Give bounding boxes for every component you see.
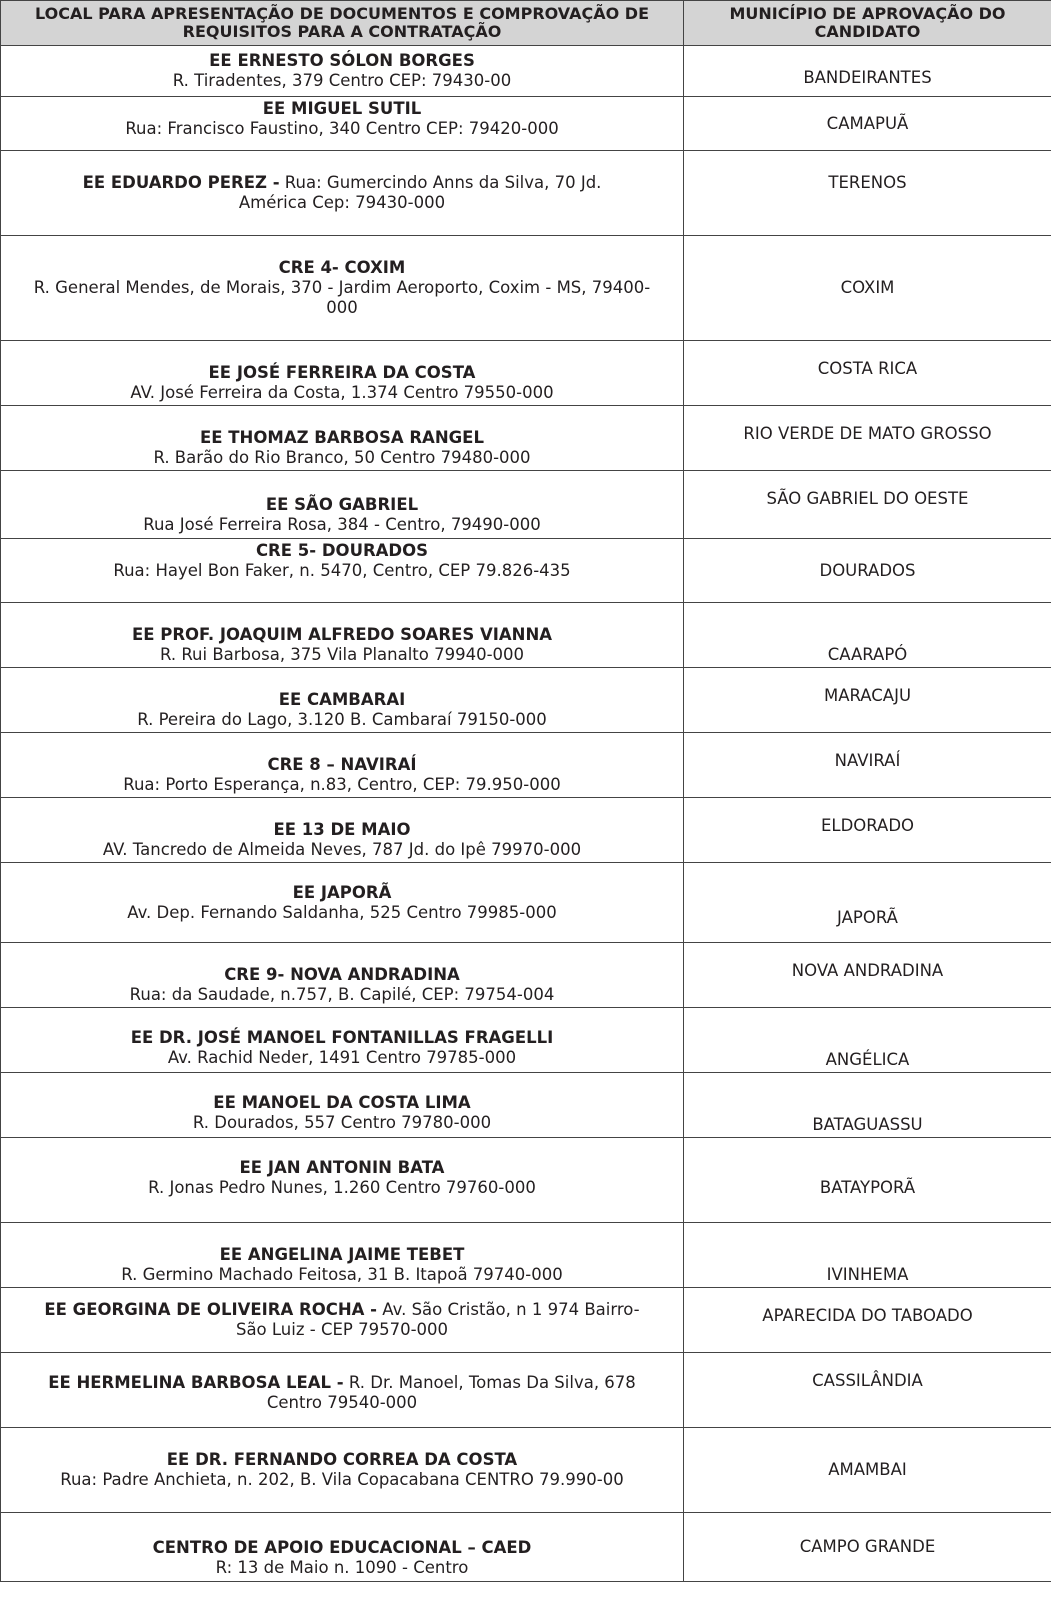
municipio-cell: ELDORADO (684, 798, 1051, 863)
location-cell (1, 1353, 684, 1428)
location-name: EE 13 DE MAIO (273, 820, 411, 839)
location-cell (1, 97, 684, 151)
municipio-cell: CASSILÂNDIA (684, 1353, 1051, 1428)
table-row (1, 798, 1051, 863)
municipio-cell: RIO VERDE DE MATO GROSSO (684, 406, 1051, 471)
location-cell (1, 943, 684, 1008)
table-row (1, 863, 1051, 943)
location-cell (1, 471, 684, 539)
location-name: EE DR. FERNANDO CORREA DA COSTA (166, 1450, 518, 1469)
location-name: CENTRO DE APOIO EDUCACIONAL – CAED (152, 1538, 532, 1557)
location-address: Rua: Hayel Bon Faker, n. 5470, Centro, CEP 79.826-435 (113, 561, 571, 580)
municipio-cell: SÃO GABRIEL DO OESTE (684, 471, 1051, 539)
municipio-cell: BATAYPORÃ (684, 1138, 1051, 1223)
table-row (1, 1223, 1051, 1288)
location-cell (1, 151, 684, 236)
table-row (1, 539, 1051, 603)
location-address: R. Jonas Pedro Nunes, 1.260 Centro 79760-000 (148, 1178, 536, 1197)
location-address: R. Dr. Manoel, Tomas Da Silva, 678 Centro 79540-000 (266, 1373, 636, 1412)
location-name: CRE 4- COXIM (278, 258, 406, 277)
location-name: EE ERNESTO SÓLON BORGES (209, 51, 475, 70)
location-cell (1, 668, 684, 733)
location-name: EE JOSÉ FERREIRA DA COSTA (208, 363, 476, 382)
municipio-cell: COSTA RICA (684, 341, 1051, 406)
municipio-cell: NAVIRAÍ (684, 733, 1051, 798)
table-row (1, 943, 1051, 1008)
table-row (1, 151, 1051, 236)
municipio-cell: IVINHEMA (684, 1223, 1051, 1288)
location-cell (1, 46, 684, 97)
header-local: LOCAL PARA APRESENTAÇÃO DE DOCUMENTOS E COMPROVAÇÃO DE REQUISITOS PARA A CONTRATAÇÃO (1, 1, 684, 46)
table-row (1, 406, 1051, 471)
location-cell (1, 1073, 684, 1138)
location-address: R. Pereira do Lago, 3.120 B. Cambaraí 79150-000 (137, 710, 547, 729)
location-name: EE DR. JOSÉ MANOEL FONTANILLAS FRAGELLI (130, 1028, 554, 1047)
location-address: R. Rui Barbosa, 375 Vila Planalto 79940-000 (159, 645, 525, 664)
location-address: Av. Dep. Fernando Saldanha, 525 Centro 79985-000 (127, 902, 557, 922)
location-name: EE ANGELINA JAIME TEBET (219, 1245, 465, 1264)
location-cell (1, 539, 684, 603)
location-name: EE JAN ANTONIN BATA (239, 1158, 445, 1177)
location-address: Rua: da Saudade, n.757, B. Capilé, CEP: 79754-004 (129, 985, 555, 1004)
location-address: Rua: Gumercindo Anns da Silva, 70 Jd. América Cep: 79430-000 (238, 173, 602, 212)
municipio-cell: ANGÉLICA (684, 1008, 1051, 1073)
table-row (1, 1073, 1051, 1138)
location-name: EE MANOEL DA COSTA LIMA (213, 1093, 471, 1112)
location-name: EE SÃO GABRIEL (265, 495, 419, 514)
municipio-cell: DOURADOS (684, 539, 1051, 603)
location-address: AV. José Ferreira da Costa, 1.374 Centro 79550-000 (130, 383, 554, 402)
location-cell (1, 1513, 684, 1582)
location-address: Rua: Porto Esperança, n.83, Centro, CEP: 79.950-000 (123, 775, 561, 794)
table-row (1, 341, 1051, 406)
location-address: Rua: Francisco Faustino, 340 Centro CEP: 79420-000 (125, 119, 559, 138)
municipio-cell: COXIM (684, 236, 1051, 341)
location-cell (1, 341, 684, 406)
municipio-cell: AMAMBAI (684, 1428, 1051, 1513)
location-address: R: 13 de Maio n. 1090 - Centro (215, 1558, 469, 1577)
municipio-cell: CAMPO GRANDE (684, 1513, 1051, 1582)
table-row (1, 1138, 1051, 1223)
location-cell (1, 406, 684, 471)
location-address: R. Tiradentes, 379 Centro CEP: 79430-00 (172, 71, 512, 90)
table-row (1, 236, 1051, 341)
municipio-cell: CAARAPÓ (684, 603, 1051, 668)
municipio-cell: BANDEIRANTES (684, 46, 1051, 97)
location-cell (1, 1428, 684, 1513)
location-address: Rua: Padre Anchieta, n. 202, B. Vila Copacabana CENTRO 79.990-00 (60, 1470, 624, 1489)
location-address: Av. São Cristão, n 1 974 Bairro- São Luiz - CEP 79570-000 (235, 1300, 640, 1339)
location-cell (1, 733, 684, 798)
table-row (1, 1513, 1051, 1582)
location-cell (1, 1008, 684, 1073)
municipio-cell: MARACAJU (684, 668, 1051, 733)
location-name: EE GEORGINA DE OLIVEIRA ROCHA - (44, 1300, 378, 1319)
location-name: EE MIGUEL SUTIL (262, 99, 422, 118)
table-row (1, 668, 1051, 733)
header-municipio: MUNICÍPIO DE APROVAÇÃO DO CANDIDATO (684, 1, 1051, 46)
municipio-cell: APARECIDA DO TABOADO (684, 1288, 1051, 1353)
location-name: EE THOMAZ BARBOSA RANGEL (200, 428, 484, 447)
municipio-cell: BATAGUASSU (684, 1073, 1051, 1138)
table-row (1, 1428, 1051, 1513)
municipio-cell: TERENOS (684, 151, 1051, 236)
location-name: EE HERMELINA BARBOSA LEAL - (48, 1373, 344, 1392)
location-name: EE CAMBARAI (278, 690, 406, 709)
municipio-cell: NOVA ANDRADINA (684, 943, 1051, 1008)
table-header-row (1, 1, 1051, 46)
location-name: CRE 5- DOURADOS (255, 541, 429, 560)
location-address: AV. Tancredo de Almeida Neves, 787 Jd. do Ipê 79970-000 (102, 840, 582, 859)
table-row (1, 46, 1051, 97)
location-address: R. General Mendes, de Morais, 370 - Jardim Aeroporto, Coxim - MS, 79400-000 (33, 278, 651, 317)
table-row (1, 97, 1051, 151)
table-row (1, 471, 1051, 539)
location-name: EE JAPORÃ (292, 882, 392, 902)
location-cell (1, 798, 684, 863)
location-name: EE EDUARDO PEREZ - (82, 173, 280, 192)
table-row (1, 1008, 1051, 1073)
location-address: R. Barão do Rio Branco, 50 Centro 79480-000 (153, 448, 531, 467)
location-address: Av. Rachid Neder, 1491 Centro 79785-000 (167, 1048, 517, 1067)
location-cell (1, 1223, 684, 1288)
location-name: CRE 8 – NAVIRAÍ (267, 755, 417, 774)
location-name: CRE 9- NOVA ANDRADINA (224, 965, 460, 984)
location-address: R. Dourados, 557 Centro 79780-000 (192, 1113, 492, 1132)
location-address: R. Germino Machado Feitosa, 31 B. Itapoã 79740-000 (121, 1265, 563, 1284)
table-row (1, 1353, 1051, 1428)
table-row (1, 733, 1051, 798)
location-name: EE PROF. JOAQUIM ALFREDO SOARES VIANNA (131, 625, 553, 644)
municipio-cell: JAPORÃ (684, 863, 1051, 943)
location-cell (1, 863, 684, 943)
location-address: Rua José Ferreira Rosa, 384 - Centro, 79490-000 (143, 515, 541, 534)
municipio-cell: CAMAPUÃ (684, 97, 1051, 151)
table-row (1, 1288, 1051, 1353)
location-cell (1, 603, 684, 668)
location-cell (1, 236, 684, 341)
location-cell (1, 1138, 684, 1223)
table-row (1, 603, 1051, 668)
location-cell (1, 1288, 684, 1353)
